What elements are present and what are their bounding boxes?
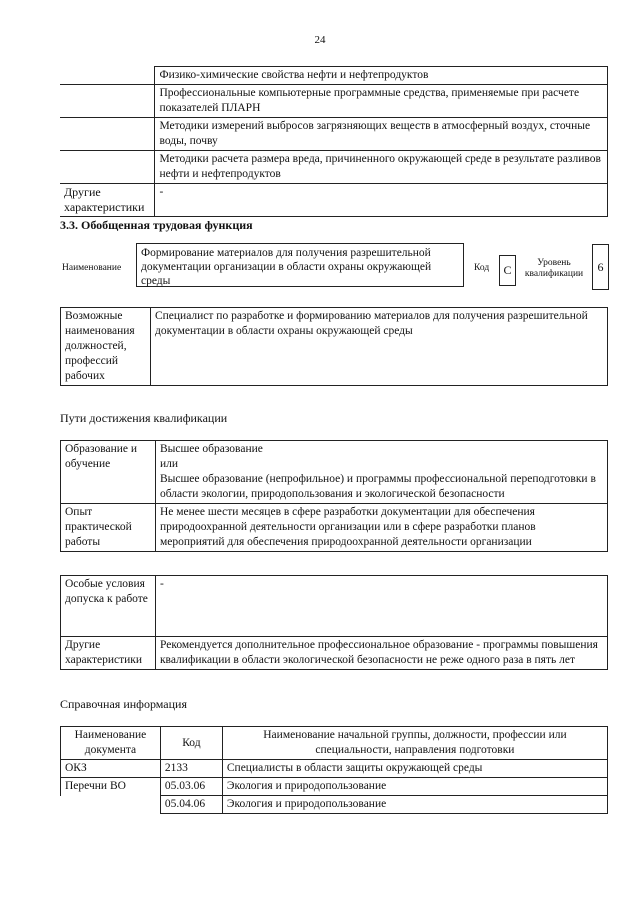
reference-header: Код xyxy=(160,727,222,760)
reference-cell: Перечни ВО xyxy=(61,778,161,796)
education-label: Образование и обучение xyxy=(61,441,156,504)
table-row xyxy=(61,760,608,778)
education-line: Высшее образование xyxy=(159,443,263,455)
education-line: Высшее образование (непрофильное) и программы профессиональной переподготовки в области экологии, природопользования и экологической безопасности xyxy=(159,473,596,500)
reference-header: Наименование начальной группы, должности, профессии или специальности, направления подготовки xyxy=(222,727,607,760)
education-line: или xyxy=(159,458,178,470)
reference-cell: Экология и природопользование xyxy=(222,796,607,814)
positions-label: Возможные наименования должностей, профессий рабочих xyxy=(61,308,151,386)
special-conditions-label: Особые условия допуска к работе xyxy=(61,576,156,637)
experience-value: Не менее шести месяцев в сфере разработки документации для обеспечения природоохранной деятельности организации или в сфере разработки планов мероприятий для обеспечения природоохранной деятельности организации xyxy=(155,504,607,552)
positions-value: Специалист по разработке и формированию материалов для получения разрешительной документации в области охраны окружающей среды xyxy=(150,308,607,386)
conditions-table xyxy=(60,575,608,670)
knowledge-row: Методики расчета размера вреда, причиненного окружающей среде в результате разливов нефти и нефтепродуктов xyxy=(155,151,608,184)
reference-cell: ОКЗ xyxy=(61,760,161,778)
level-label: Уровень квалификации xyxy=(524,258,584,279)
positions-table xyxy=(60,307,608,386)
other-characteristics-label: Другие характеристики xyxy=(60,184,155,217)
reference-cell xyxy=(61,796,161,814)
paths-title: Пути достижения квалификации xyxy=(60,411,228,425)
section-title: 3.3. Обобщенная трудовая функция xyxy=(60,218,253,232)
reference-cell: 05.03.06 xyxy=(160,778,222,796)
knowledge-row: Физико-химические свойства нефти и нефтепродуктов xyxy=(155,67,608,85)
experience-label: Опыт практической работы xyxy=(61,504,156,552)
name-label: Наименование xyxy=(62,263,122,273)
special-conditions-value: - xyxy=(155,576,607,637)
reference-header: Наименование документа xyxy=(61,727,161,760)
reference-table xyxy=(60,726,608,814)
knowledge-row: Методики измерений выбросов загрязняющих веществ в атмосферный воздух, сточные воды, почву xyxy=(155,118,608,151)
page-number: 24 xyxy=(314,34,326,46)
other-characteristics-label: Другие характеристики xyxy=(61,637,156,670)
reference-cell: 2133 xyxy=(160,760,222,778)
other-characteristics-value: Рекомендуется дополнительное профессиональное образование - программы повышения квалификации в области экологической безопасности не реже одного раза в пять лет xyxy=(155,637,607,670)
other-characteristics-value: - xyxy=(155,184,608,217)
reference-cell: 05.04.06 xyxy=(160,796,222,814)
table-row xyxy=(61,796,608,814)
reference-cell: Экология и природопользование xyxy=(222,778,607,796)
function-name: Формирование материалов для получения разрешительной документации организации в области охраны окружающей среды xyxy=(136,243,464,287)
table-row xyxy=(61,778,608,796)
code-value: C xyxy=(499,255,516,286)
code-label: Код xyxy=(474,263,490,273)
reference-title: Справочная информация xyxy=(60,697,187,711)
level-value: 6 xyxy=(592,244,609,290)
reference-cell: Специалисты в области защиты окружающей среды xyxy=(222,760,607,778)
knowledge-row: Профессиональные компьютерные программные средства, применяемые при расчете показателей ПЛАРН xyxy=(155,85,608,118)
education-table xyxy=(60,440,608,552)
knowledge-table xyxy=(60,66,608,217)
